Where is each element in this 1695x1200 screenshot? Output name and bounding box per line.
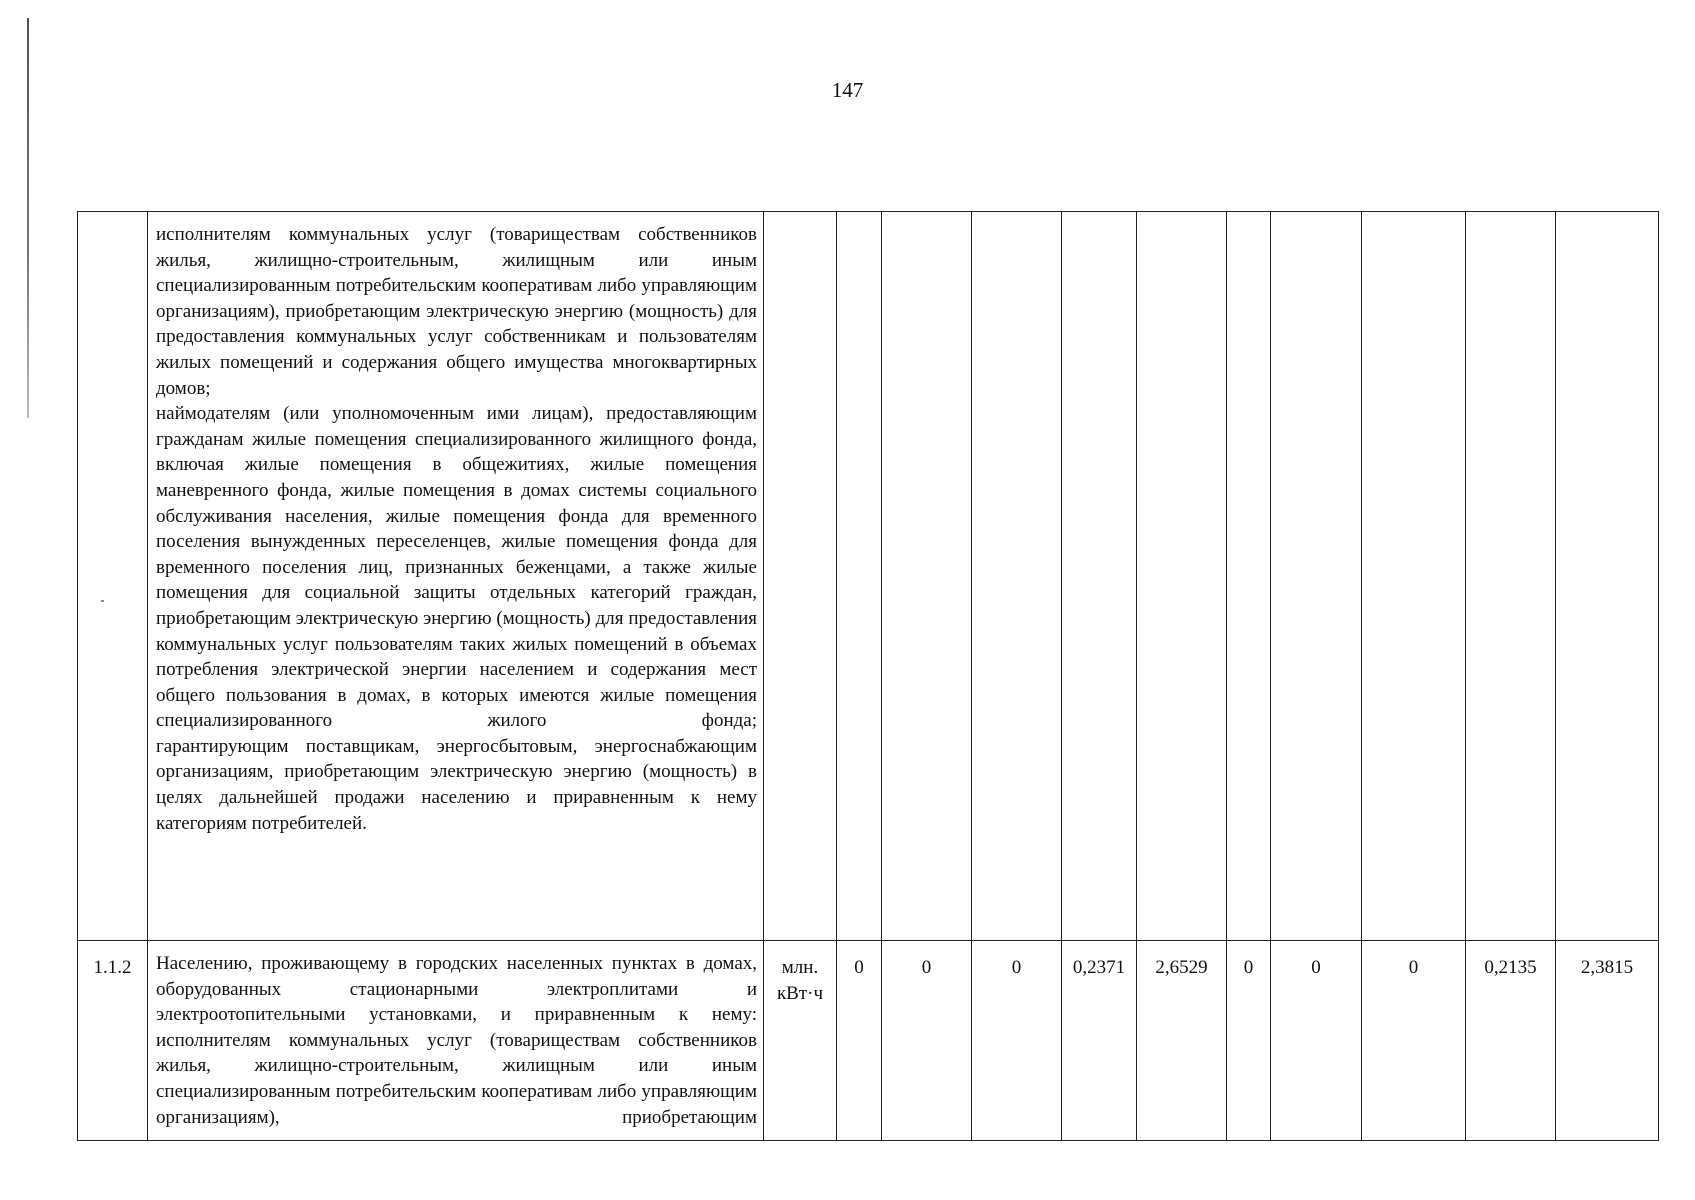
unit-line: млн. <box>781 957 819 978</box>
value-cell <box>1362 212 1466 941</box>
value-cell <box>1466 212 1556 941</box>
value-cell <box>1271 212 1362 941</box>
value-cell: 2,6529 <box>1137 941 1227 1141</box>
value-cell: 0 <box>1362 941 1466 1141</box>
table-row-1-1-2 <box>78 941 1659 1141</box>
value-cell: 2,3815 <box>1556 941 1659 1141</box>
row-number-cell: 1.1.2 <box>78 941 148 1141</box>
value-cell <box>1556 212 1659 941</box>
value-cell: 0,2371 <box>1062 941 1137 1141</box>
unit-cell <box>764 212 837 941</box>
description-paragraph: исполнителям коммунальных услуг (товариществам собственников жилья, жилищно-строительным, жилищным или иным специализированным потребительским кооперативам либо управляющим организациям), приобретающим электрическую энергию (мощность) для предоставления коммунальных услуг собственникам и пользователям жилых помещений и содержания общего имущества многоквартирных домов; <box>156 224 757 399</box>
unit-line: кВт·ч <box>776 982 824 1004</box>
value-cell: 0 <box>1227 941 1271 1141</box>
value-cell: 0 <box>882 941 972 1141</box>
value-cell: 0 <box>1271 941 1362 1141</box>
page-number: 147 <box>831 78 864 102</box>
description-paragraph: наймодателям (или уполномоченным ими лицам), предоставляющим гражданам жилые помещения специализированного жилищного фонда, включая жилые помещения в общежитиях, жилые помещения маневренного фонда, жилые помещения в домах системы социального обслуживания населения, жилые помещения фонда для временного поселения вынужденных переселенцев, жилые помещения фонда для временного поселения лиц, признанных беженцами, а также жилые помещения для социальной защиты отдельных категорий граждан, приобретающим электрическую энергию (мощность) для предоставления коммунальных услуг пользователям таких жилых помещений в объемах потребления электрической энергии населением и содержания мест общего пользования в домах, в которых имеются жилые помещения специализированного жилого фонда; <box>156 403 757 732</box>
value-cell: 0 <box>837 941 882 1141</box>
value-cell: 0 <box>972 941 1062 1141</box>
value-cell <box>882 212 972 941</box>
tariff-volume-table <box>77 211 1659 1141</box>
description-paragraph: гарантирующим поставщикам, энергосбытовым, энергоснабжающим организациям, приобретающим электрическую энергию (мощность) в целях дальнейшей продажи населению и приравненным к нему категориям потребителей. <box>156 735 757 834</box>
unit-cell <box>764 941 837 1141</box>
table-row-continued <box>78 212 1659 941</box>
value-cell: 0,2135 <box>1466 941 1556 1141</box>
description-paragraph: исполнителям коммунальных услуг (товариществам собственников жилья, жилищно-строительным, жилищным или иным специализированным потребительским кооперативам либо управляющим организациям), приобретающим <box>156 1029 757 1128</box>
value-cell <box>1137 212 1227 941</box>
value-cell <box>1062 212 1137 941</box>
value-cell <box>972 212 1062 941</box>
value-cell <box>837 212 882 941</box>
description-paragraph: Населению, проживающему в городских населенных пунктах в домах, оборудованных стационарными электроплитами и электроотопительными установками, и приравненным к нему: <box>156 953 757 1026</box>
row-description-cell <box>148 212 764 941</box>
row-description-cell <box>148 941 764 1141</box>
value-cell <box>1227 212 1271 941</box>
row-number-cell <box>78 212 148 941</box>
